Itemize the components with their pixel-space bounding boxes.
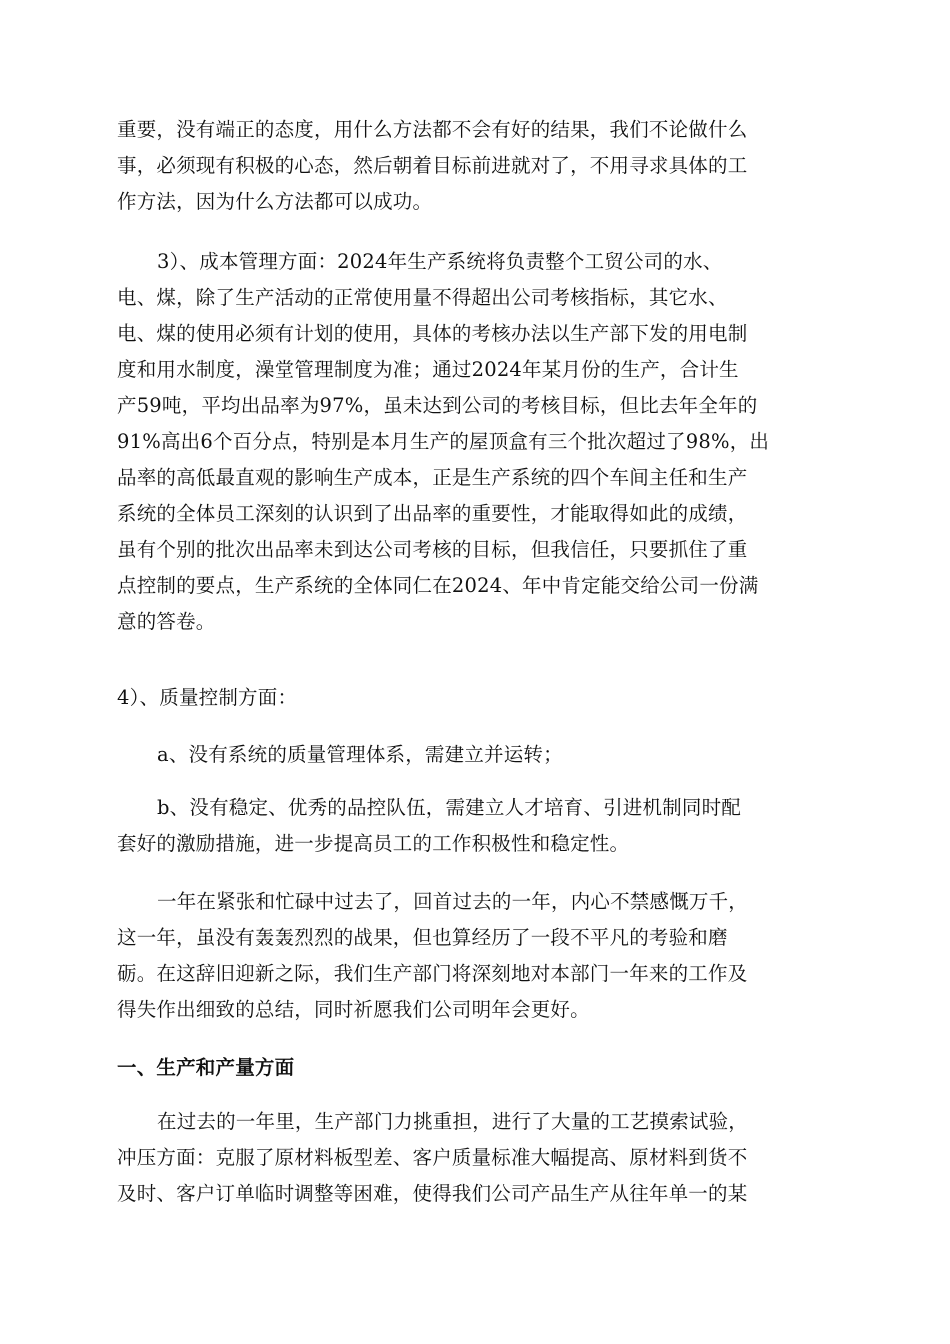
text-line: 91%高出6个百分点，特别是本月生产的屋顶盒有三个批次超过了98%，出	[117, 430, 770, 453]
text-line: 得失作出细致的总结，同时祈愿我们公司明年会更好。	[117, 998, 590, 1021]
paragraph-quality-a	[117, 737, 835, 773]
text-line: 产59吨，平均出品率为97%，虽未达到公司的考核目标，但比去年全年的	[117, 394, 758, 417]
paragraph-production	[117, 1104, 835, 1212]
paragraph-year-summary	[117, 884, 835, 1028]
paragraph-quality-b	[117, 790, 835, 862]
text-line: 虽有个别的批次出品率未到达公司考核的目标，但我信任，只要抓住了重	[117, 538, 748, 561]
text-line: 意的答卷。	[117, 610, 216, 633]
text-line: 这一年，虽没有轰轰烈烈的战果，但也算经历了一段不平凡的考验和磨	[117, 926, 728, 949]
text-line: 作方法，因为什么方法都可以成功。	[117, 190, 433, 213]
text-line: 度和用水制度，澡堂管理制度为准；通过2024年某月份的生产，合计生	[117, 358, 739, 381]
text-line: 电、煤，除了生产活动的正常使用量不得超出公司考核指标，其它水、	[117, 286, 728, 309]
text-line: 套好的激励措施，进一步提高员工的工作积极性和稳定性。	[117, 832, 630, 855]
text-line: 砺。在这辞旧迎新之际，我们生产部门将深刻地对本部门一年来的工作及	[117, 962, 748, 985]
text-line: 4）、质量控制方面：	[117, 686, 298, 709]
text-line: 品率的高低最直观的影响生产成本，正是生产系统的四个车间主任和生产	[117, 466, 748, 489]
text-line: 冲压方面：克服了原材料板型差、客户质量标准大幅提高、原材料到货不	[117, 1146, 748, 1169]
text-line: 3）、成本管理方面：2024年生产系统将负责整个工贸公司的水、	[157, 250, 723, 273]
text-line: 事，必须现有积极的心态，然后朝着目标前进就对了，不用寻求具体的工	[117, 154, 748, 177]
paragraph-cost-management	[117, 244, 835, 640]
section-heading	[117, 1050, 835, 1086]
text-line: 点控制的要点，生产系统的全体同仁在2024、年中肯定能交给公司一份满	[117, 574, 759, 597]
text-line: 系统的全体员工深刻的认识到了出品率的重要性，才能取得如此的成绩，	[117, 502, 748, 525]
text-line: b、没有稳定、优秀的品控队伍，需建立人才培育、引进机制同时配	[157, 796, 741, 819]
paragraph-attitude	[117, 112, 835, 220]
heading-text: 一、生产和产量方面	[117, 1056, 295, 1079]
text-line: 及时、客户订单临时调整等困难，使得我们公司产品生产从往年单一的某	[117, 1182, 748, 1205]
text-line: 电、煤的使用必须有计划的使用，具体的考核办法以生产部下发的用电制	[117, 322, 748, 345]
paragraph-quality-title	[117, 680, 835, 716]
text-line: a、没有系统的质量管理体系，需建立并运转；	[157, 743, 563, 766]
text-line: 一年在紧张和忙碌中过去了，回首过去的一年，内心不禁感慨万千，	[157, 890, 749, 913]
text-line: 重要，没有端正的态度，用什么方法都不会有好的结果，我们不论做什么	[117, 118, 748, 141]
text-line: 在过去的一年里，生产部门力挑重担，进行了大量的工艺摸索试验，	[157, 1110, 749, 1133]
